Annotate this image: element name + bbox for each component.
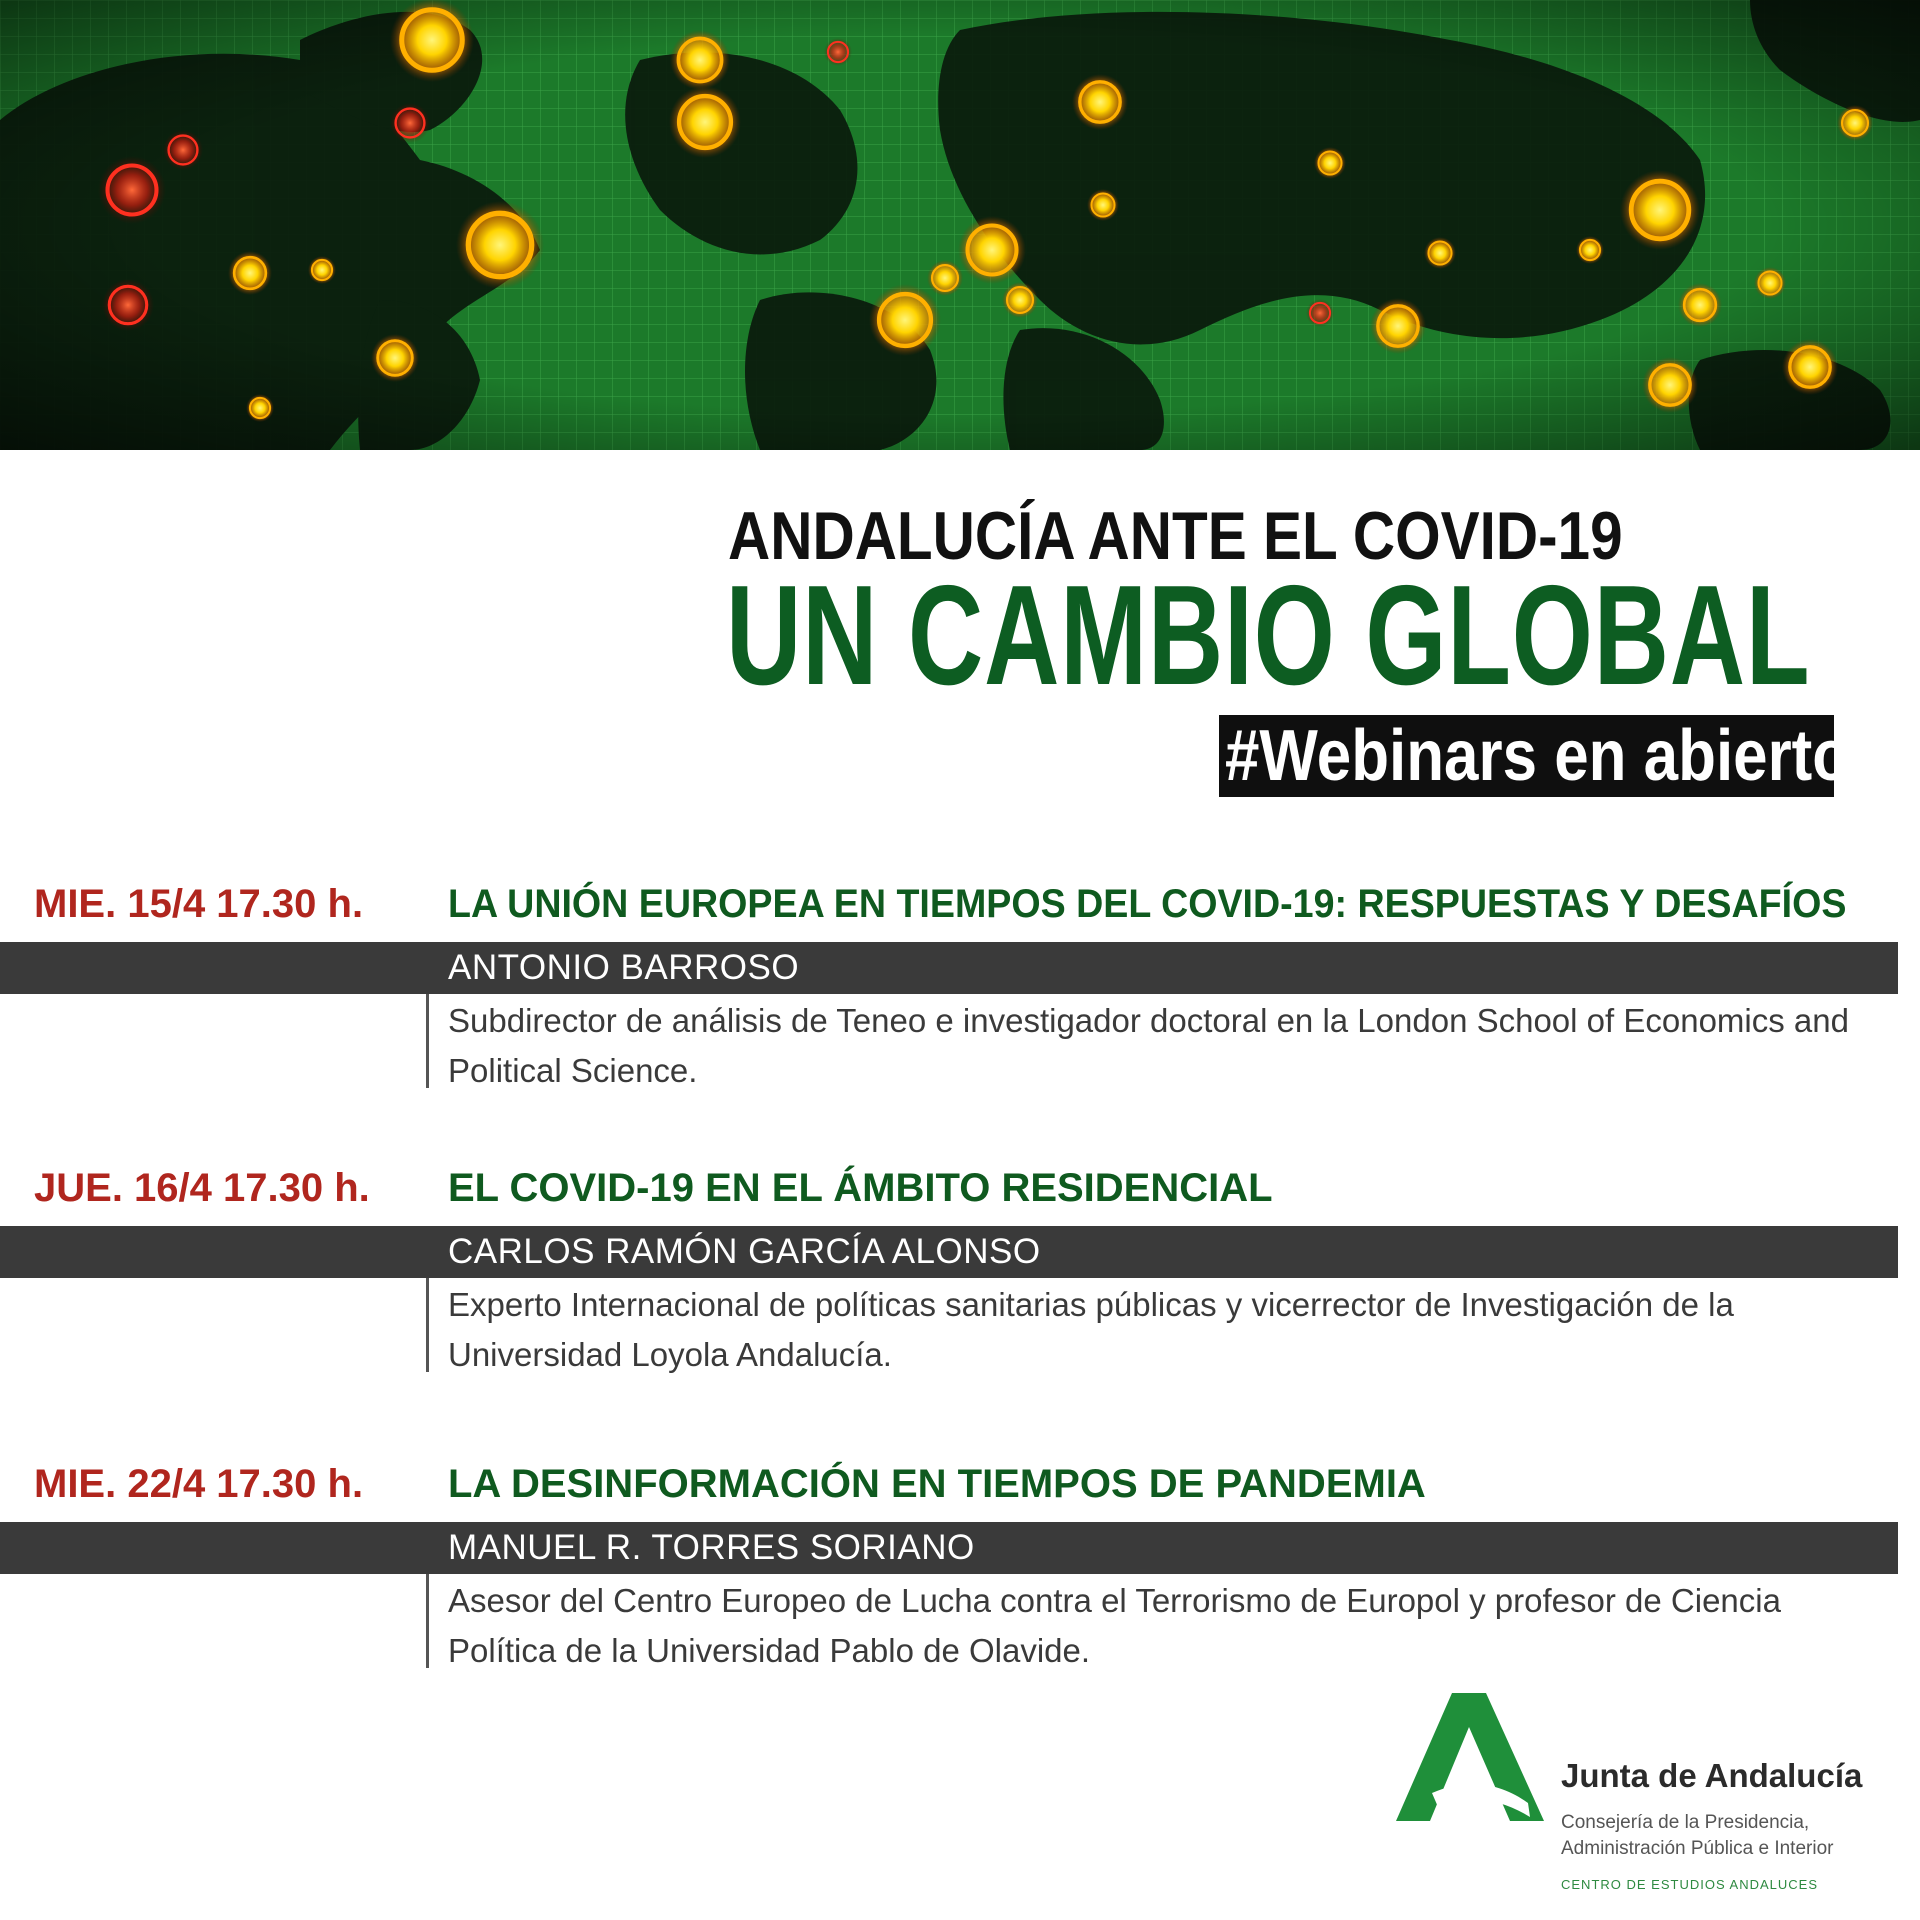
event-date: MIE. 22/4 17.30 h. <box>34 1462 364 1506</box>
description-rule <box>426 1574 429 1668</box>
event-series-pretitle: ANDALUCÍA ANTE EL COVID-19 <box>728 498 1623 574</box>
center-name: CENTRO DE ESTUDIOS ANDALUCES <box>1561 1877 1818 1892</box>
junta-andalucia-logo-icon <box>1394 1693 1544 1833</box>
description-rule <box>426 994 429 1088</box>
department-line-1: Consejería de la Presidencia, <box>1561 1812 1810 1833</box>
speaker-name: ANTONIO BARROSO <box>448 948 800 987</box>
speaker-name: MANUEL R. TORRES SORIANO <box>448 1528 975 1567</box>
event-title: EL COVID-19 EN EL ÁMBITO RESIDENCIAL <box>448 1166 1273 1210</box>
speaker-bar <box>0 942 1898 994</box>
org-name: Junta de Andalucía <box>1561 1757 1863 1794</box>
event-date: JUE. 16/4 17.30 h. <box>34 1166 370 1210</box>
speaker-name: CARLOS RAMÓN GARCÍA ALONSO <box>448 1232 1041 1271</box>
speaker-description: Subdirector de análisis de Teneo e investigador doctoral en la London School of Economics and Political Science. <box>448 1002 1849 1089</box>
department-line-2: Administración Pública e Interior <box>1561 1838 1834 1859</box>
world-map-banner <box>0 0 1920 450</box>
event-title: LA UNIÓN EUROPEA EN TIEMPOS DEL COVID-19: RESPUESTAS Y DESAFÍOS <box>448 882 1847 926</box>
description-rule <box>426 1278 429 1372</box>
event-title: LA DESINFORMACIÓN EN TIEMPOS DE PANDEMIA <box>448 1462 1426 1506</box>
event-date: MIE. 15/4 17.30 h. <box>34 882 364 926</box>
event-series-title: UN CAMBIO GLOBAL <box>726 556 1811 715</box>
hashtag-label: #Webinars en abierto <box>1225 716 1851 796</box>
speaker-description: Experto Internacional de políticas sanitarias públicas y vicerrector de Investigación de la Universidad Loyola Andalucía. <box>448 1286 1734 1373</box>
hashtag-badge <box>1219 715 1851 797</box>
speaker-description: Asesor del Centro Europeo de Lucha contra el Terrorismo de Europol y profesor de Ciencia Política de la Universidad Pablo de Olavide. <box>448 1582 1781 1669</box>
